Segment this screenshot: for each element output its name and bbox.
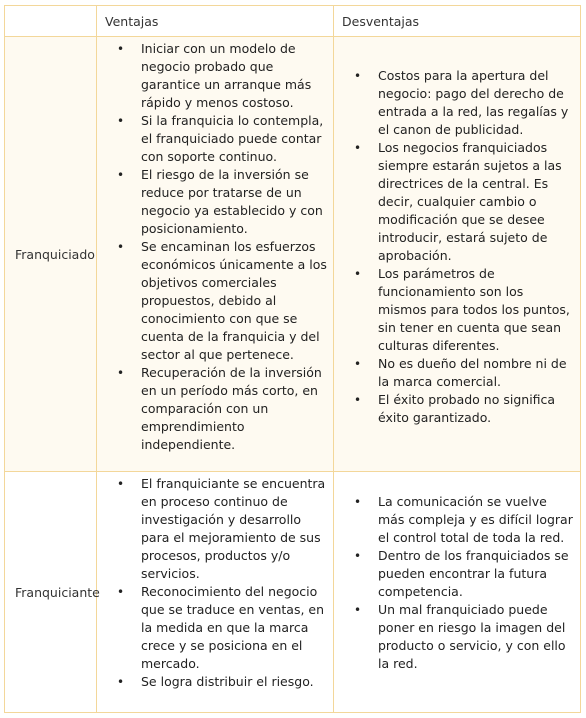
- list-item: • La comunicación se vuelve más compleja y es difícil lograr el control total de toda la red.: [335, 493, 579, 547]
- desventajas-list-franquiciante: [335, 473, 579, 673]
- list-item: • No es dueño del nombre ni de la marca comercial.: [335, 355, 579, 391]
- header-desventajas: Desventajas: [334, 6, 581, 37]
- ventajas-list-franquiciado: [98, 38, 332, 454]
- desventajas-list-franquiciado: [335, 38, 579, 427]
- list-item: • Recuperación de la inversión en un período más corto, en comparación con un emprendimiento independiente.: [98, 364, 332, 454]
- desventajas-cell-franquiciado: [334, 37, 581, 472]
- list-item: • Reconocimiento del negocio que se traduce en ventas, en la medida en que la marca crece y se posiciona en el mercado.: [98, 583, 332, 673]
- row-label-franquiciante: Franquiciante: [5, 472, 97, 713]
- ventajas-cell-franquiciado: [97, 37, 334, 472]
- table-row-franquiciante: [5, 472, 581, 713]
- table-row-franquiciado: [5, 37, 581, 472]
- comparison-table: [4, 5, 581, 713]
- header-ventajas: Ventajas: [97, 6, 334, 37]
- row-label-franquiciado: Franquiciado: [5, 37, 97, 472]
- list-item: • El riesgo de la inversión se reduce por tratarse de un negocio ya establecido y con posicionamiento.: [98, 166, 332, 238]
- list-item: • Iniciar con un modelo de negocio probado que garantice un arranque más rápido y menos costoso.: [98, 40, 332, 112]
- corner-cell: [5, 6, 97, 37]
- list-item: • Los parámetros de funcionamiento son los mismos para todos los puntos, sin tener en cuenta que sean culturas diferentes.: [335, 265, 579, 355]
- list-item: • Costos para la apertura del negocio: pago del derecho de entrada a la red, las regalías y el canon de publicidad.: [335, 67, 579, 139]
- ventajas-cell-franquiciante: [97, 472, 334, 713]
- list-item: • El éxito probado no significa éxito garantizado.: [335, 391, 579, 427]
- list-item: • Se encaminan los esfuerzos económicos únicamente a los objetivos comerciales propuestos, debido al conocimiento con que se cuenta de la franquicia y del sector al que pertenece.: [98, 238, 332, 364]
- list-item: • Se logra distribuir el riesgo.: [98, 673, 332, 691]
- list-item: • Un mal franquiciado puede poner en riesgo la imagen del producto o servicio, y con ello la red.: [335, 601, 579, 673]
- list-item: • Los negocios franquiciados siempre estarán sujetos a las directrices de la central. Es decir, cualquier cambio o modificación que se desee introducir, estará sujeto de aprobación.: [335, 139, 579, 265]
- ventajas-list-franquiciante: [98, 473, 332, 691]
- desventajas-cell-franquiciante: [334, 472, 581, 713]
- list-item: • Si la franquicia lo contempla, el franquiciado puede contar con soporte continuo.: [98, 112, 332, 166]
- header-row: [5, 6, 581, 37]
- list-item: • Dentro de los franquiciados se pueden encontrar la futura competencia.: [335, 547, 579, 601]
- list-item: • El franquiciante se encuentra en proceso continuo de investigación y desarrollo para el mejoramiento de sus procesos, productos y/o servicios.: [98, 475, 332, 583]
